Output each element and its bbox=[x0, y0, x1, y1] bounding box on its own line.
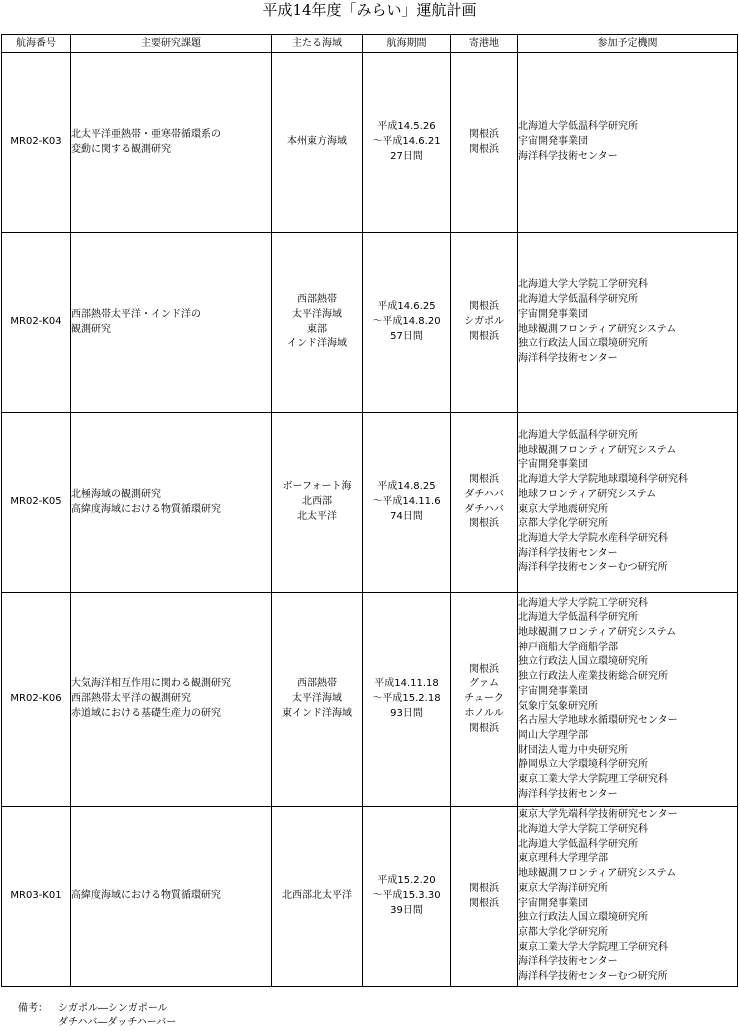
research-topic: 赤道域における基礎生産力の研究 bbox=[71, 707, 221, 719]
institution: 名古屋大学地球水循環研究センター bbox=[518, 715, 678, 727]
institution: 東京大学先端科学技術研究センター bbox=[518, 809, 678, 821]
institution: 独立行政法人国立環境研究所 bbox=[518, 656, 648, 668]
port-of-call: 関根浜 bbox=[469, 663, 499, 675]
port-of-call: グァム bbox=[469, 678, 499, 690]
sea-area: インド洋海域 bbox=[287, 338, 347, 350]
cruise-period-cell bbox=[363, 53, 451, 233]
institution: 京都大学化学研究所 bbox=[518, 518, 608, 530]
cruise-plan-table bbox=[1, 34, 738, 987]
institution: 北海道大学大学院水産科学研究科 bbox=[518, 532, 668, 544]
institution: 地球観測フロンティア研究システム bbox=[518, 626, 677, 638]
institution: 北海道大学低温科学研究所 bbox=[518, 121, 638, 133]
institution: 海洋科学技術センターむつ研究所 bbox=[518, 562, 668, 574]
remarks-label: 備考： bbox=[18, 1003, 48, 1014]
cruise-period: 57日間 bbox=[390, 330, 423, 342]
institution: 東京工業大学大学院理工学研究科 bbox=[518, 941, 668, 953]
cruise-period: 27日間 bbox=[390, 150, 423, 162]
column-header-ports: 寄港地 bbox=[451, 35, 518, 53]
cruise-row bbox=[2, 53, 738, 233]
institution: 宇宙開発事業団 bbox=[518, 685, 588, 697]
column-header-topic: 主要研究課題 bbox=[71, 35, 272, 53]
institution: 北海道大学低温科学研究所 bbox=[518, 294, 638, 306]
research-topic: 高緯度海域における物質循環研究 bbox=[71, 890, 221, 902]
research-topic: 北極海域の観測研究 bbox=[71, 488, 161, 500]
remarks-line: シガポル―シンガポール bbox=[58, 1003, 168, 1014]
institution: 気象庁気象研究所 bbox=[518, 700, 598, 712]
institution: 宇宙開発事業団 bbox=[518, 459, 588, 471]
institution: 東京大学地震研究所 bbox=[518, 503, 608, 515]
page-title: 平成14年度「みらい」運航計画 bbox=[262, 1, 477, 19]
cruise-number-cell: MR02-K04 bbox=[2, 233, 71, 413]
institution-cell bbox=[518, 807, 738, 987]
cruise-number-cell: MR02-K03 bbox=[2, 53, 71, 233]
research-topic: 西部熱帯太平洋の観測研究 bbox=[71, 693, 191, 705]
column-header-area: 主たる海域 bbox=[272, 35, 363, 53]
cruise-row bbox=[2, 233, 738, 413]
institution: 宇宙開発事業団 bbox=[518, 136, 588, 148]
port-of-call-cell bbox=[451, 593, 518, 807]
institution-cell bbox=[518, 53, 738, 233]
research-topic-cell bbox=[71, 233, 272, 413]
sea-area: ボーフォート海 bbox=[282, 481, 352, 493]
institution: 財団法人電力中央研究所 bbox=[518, 744, 628, 756]
institution: 静岡県立大学環境科学研究所 bbox=[518, 759, 648, 771]
sea-area: 西部熱帯 bbox=[297, 294, 337, 306]
institution: 海洋科学技術センター bbox=[518, 956, 618, 968]
research-topic-cell bbox=[71, 807, 272, 987]
institution: 宇宙開発事業団 bbox=[518, 897, 588, 909]
cruise-period: 平成14.5.26 bbox=[377, 121, 436, 133]
port-of-call: 関根浜 bbox=[469, 722, 499, 734]
institution: 北海道大学大学院工学研究科 bbox=[518, 597, 648, 609]
cruise-period: ～平成15.3.30 bbox=[372, 890, 441, 902]
research-topic: 北太平洋亜熱帯・亜寒帯循環系の bbox=[71, 128, 221, 140]
port-of-call: 関根浜 bbox=[469, 143, 499, 155]
port-of-call-cell bbox=[451, 807, 518, 987]
cruise-period-cell bbox=[363, 413, 451, 593]
remarks-line: ダチハバ―ダッチハーバー bbox=[58, 1017, 177, 1028]
institution: 独立行政法人国立環境研究所 bbox=[518, 338, 648, 350]
port-of-call: チューク bbox=[464, 693, 504, 705]
institution: 北海道大学低温科学研究所 bbox=[518, 838, 638, 850]
institution: 岡山大学理学部 bbox=[518, 729, 588, 741]
cruise-row bbox=[2, 413, 738, 593]
cruise-period: ～平成15.2.18 bbox=[372, 693, 441, 705]
port-of-call: 関根浜 bbox=[469, 518, 499, 530]
cruise-period: 平成14.8.25 bbox=[377, 481, 436, 493]
column-header-period: 航海期間 bbox=[363, 35, 451, 53]
cruise-period: 74日間 bbox=[390, 510, 423, 522]
institution: 海洋科学技術センター bbox=[518, 788, 618, 800]
institution: 東京理科大学理学部 bbox=[518, 853, 608, 865]
institution: 海洋科学技術センター bbox=[518, 547, 618, 559]
institution: 地球観測フロンティア研究システム bbox=[518, 444, 677, 456]
institution: 北海道大学低温科学研究所 bbox=[518, 612, 638, 624]
cruise-period: 93日間 bbox=[390, 707, 423, 719]
institution-cell bbox=[518, 233, 738, 413]
institution: 海洋科学技術センターむつ研究所 bbox=[518, 971, 668, 983]
port-of-call: 関根浜 bbox=[469, 474, 499, 486]
port-of-call: 関根浜 bbox=[469, 897, 499, 909]
research-topic-cell bbox=[71, 413, 272, 593]
cruise-period: 平成15.2.20 bbox=[377, 875, 436, 887]
header-row bbox=[2, 35, 738, 53]
sea-area: 本州東方海域 bbox=[287, 136, 347, 148]
port-of-call-cell bbox=[451, 413, 518, 593]
cruise-number-cell: MR02-K05 bbox=[2, 413, 71, 593]
cruise-period: ～平成14.11.6 bbox=[372, 496, 441, 508]
cruise-row bbox=[2, 807, 738, 987]
sea-area: 太平洋海域 bbox=[292, 693, 342, 705]
institution: 海洋科学技術センター bbox=[518, 150, 618, 162]
institution: 東京大学海洋研究所 bbox=[518, 882, 608, 894]
sea-area: 東インド洋海域 bbox=[282, 707, 352, 719]
research-topic: 高緯度海域における物質循環研究 bbox=[71, 503, 221, 515]
institution-cell bbox=[518, 593, 738, 807]
port-of-call: シガポル bbox=[464, 316, 504, 328]
institution: 地球観測フロンティア研究システム bbox=[518, 868, 677, 880]
remarks bbox=[18, 1002, 176, 1030]
sea-area-cell bbox=[272, 53, 363, 233]
cruise-period: 平成14.6.25 bbox=[377, 301, 436, 313]
sea-area: 北西部北太平洋 bbox=[282, 890, 352, 902]
research-topic: 西部熱帯太平洋・インド洋の bbox=[71, 308, 201, 320]
port-of-call: 関根浜 bbox=[469, 301, 499, 313]
cruise-number-cell: MR03-K01 bbox=[2, 807, 71, 987]
institution: 北海道大学大学院地球環境科学研究科 bbox=[518, 474, 688, 486]
institution: 独立行政法人産業技術総合研究所 bbox=[518, 671, 668, 683]
institution: 京都大学化学研究所 bbox=[518, 926, 608, 938]
cruise-period: 平成14.11.18 bbox=[374, 678, 439, 690]
port-of-call: ダチハバ bbox=[464, 503, 504, 515]
institution: 地球フロンティア研究システム bbox=[518, 488, 657, 500]
institution: 北海道大学大学院工学研究科 bbox=[518, 823, 648, 835]
institution: 独立行政法人国立環境研究所 bbox=[518, 912, 648, 924]
cruise-row bbox=[2, 593, 738, 807]
port-of-call-cell bbox=[451, 53, 518, 233]
port-of-call: ダチハバ bbox=[464, 488, 504, 500]
sea-area-cell bbox=[272, 233, 363, 413]
sea-area: 西部熱帯 bbox=[297, 678, 337, 690]
port-of-call-cell bbox=[451, 233, 518, 413]
cruise-period: ～平成14.8.20 bbox=[372, 316, 441, 328]
sea-area: 北西部 bbox=[302, 496, 332, 508]
port-of-call: 関根浜 bbox=[469, 128, 499, 140]
sea-area: 北太平洋 bbox=[297, 510, 337, 522]
port-of-call: 関根浜 bbox=[469, 882, 499, 894]
port-of-call: ホノルル bbox=[464, 707, 504, 719]
cruise-period: 39日間 bbox=[390, 904, 423, 916]
column-header-institutions: 参加予定機関 bbox=[518, 35, 738, 53]
sea-area: 太平洋海域 bbox=[292, 308, 342, 320]
institution: 宇宙開発事業団 bbox=[518, 308, 588, 320]
sea-area-cell bbox=[272, 807, 363, 987]
institution: 北海道大学低温科学研究所 bbox=[518, 429, 638, 441]
sea-area: 東部 bbox=[307, 323, 327, 335]
cruise-period-cell bbox=[363, 593, 451, 807]
port-of-call: 関根浜 bbox=[469, 330, 499, 342]
column-header-cruise-no: 航海番号 bbox=[2, 35, 71, 53]
cruise-period-cell bbox=[363, 807, 451, 987]
cruise-period: ～平成14.6.21 bbox=[372, 136, 441, 148]
research-topic-cell bbox=[71, 593, 272, 807]
institution: 東京工業大学大学院理工学研究科 bbox=[518, 774, 668, 786]
institution-cell bbox=[518, 413, 738, 593]
institution: 北海道大学大学院工学研究科 bbox=[518, 279, 648, 291]
research-topic-cell bbox=[71, 53, 272, 233]
institution: 海洋科学技術センター bbox=[518, 352, 618, 364]
institution: 神戸商船大学商船学部 bbox=[518, 641, 618, 653]
research-topic: 変動に関する観測研究 bbox=[71, 143, 171, 155]
sea-area-cell bbox=[272, 593, 363, 807]
research-topic: 観測研究 bbox=[71, 323, 111, 335]
institution: 地球観測フロンティア研究システム bbox=[518, 323, 677, 335]
cruise-number-cell: MR02-K06 bbox=[2, 593, 71, 807]
sea-area-cell bbox=[272, 413, 363, 593]
cruise-period-cell bbox=[363, 233, 451, 413]
research-topic: 大気海洋相互作用に関わる観測研究 bbox=[71, 678, 231, 690]
